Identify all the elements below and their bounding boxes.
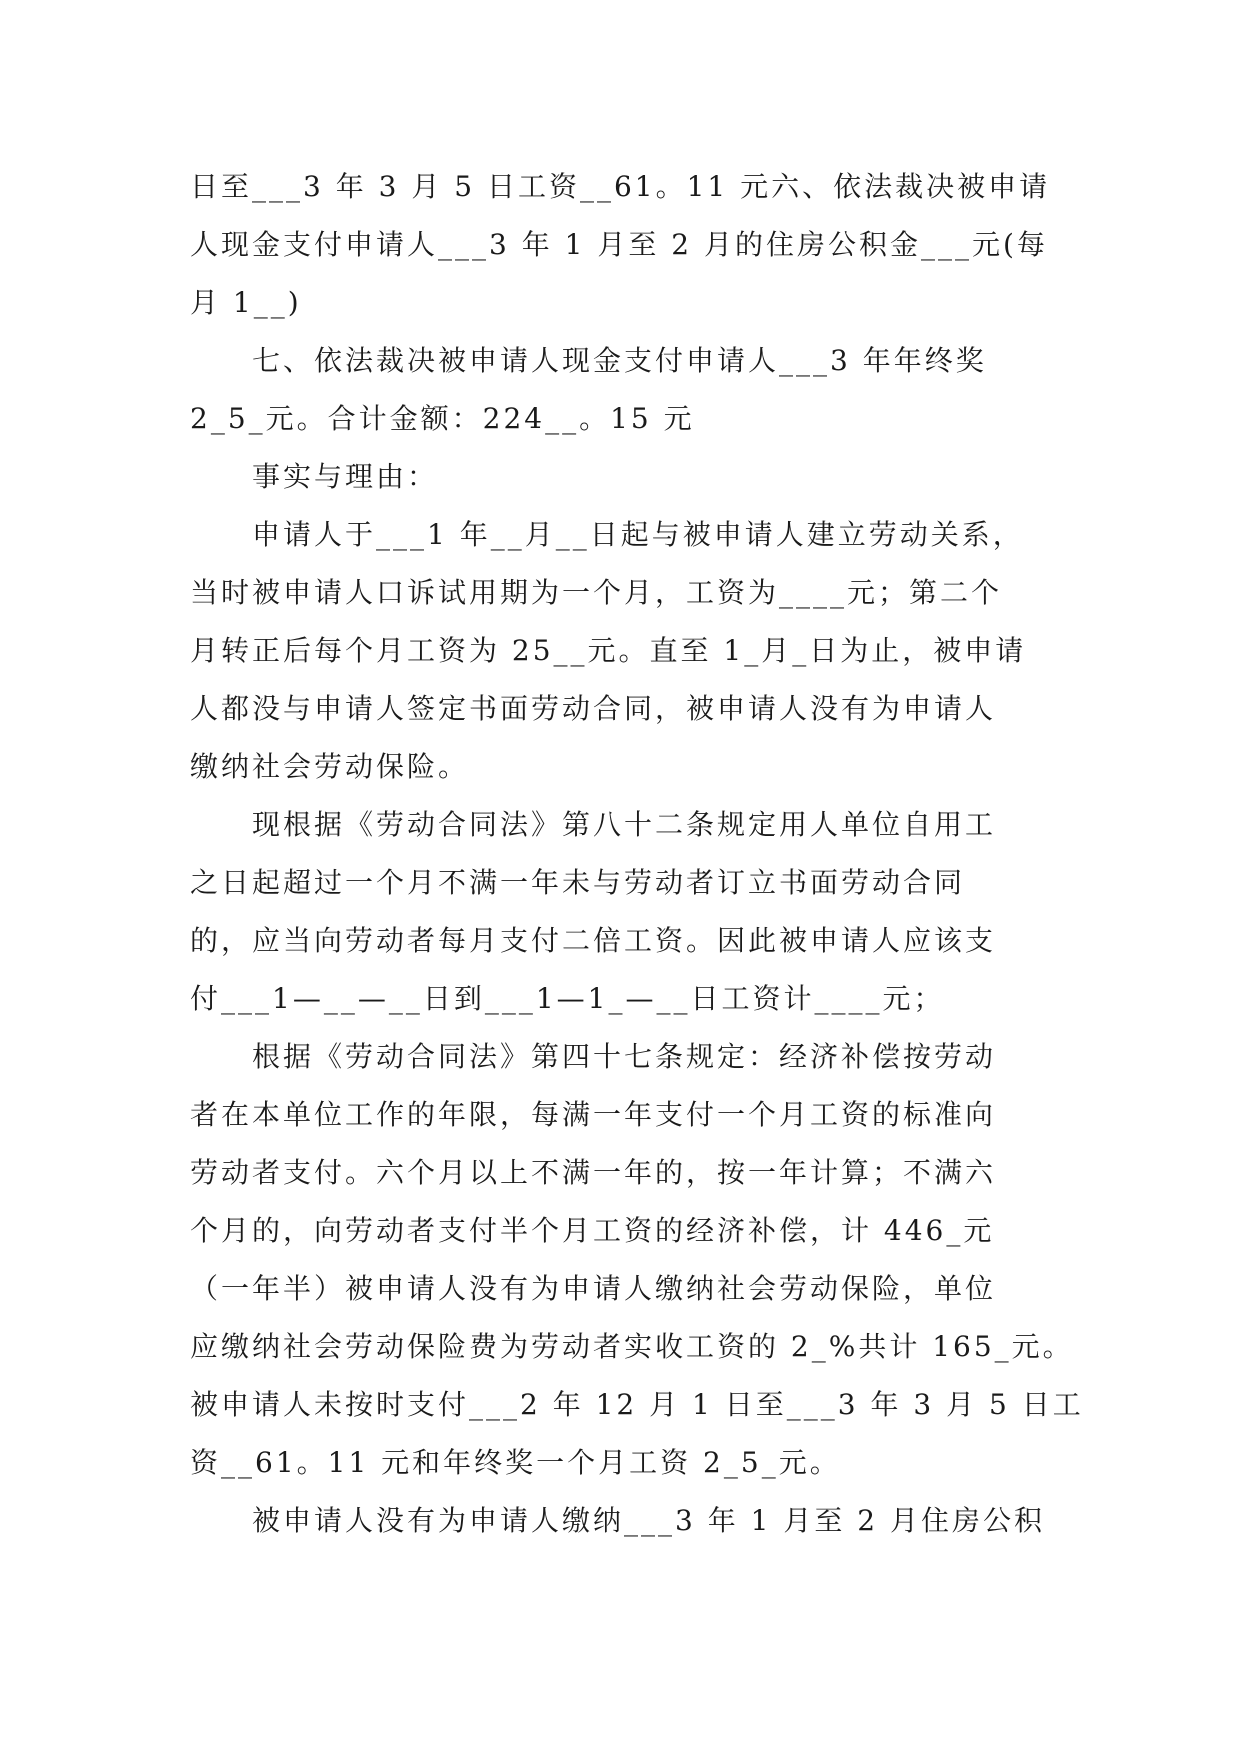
text-line-2: 人现金支付申请人___3 年 1 月至 2 月的住房公积金___元(每 — [190, 228, 1048, 261]
text-line-13: 之日起超过一个月不满一年未与劳动者订立书面劳动合同 — [190, 866, 966, 899]
text-line-22: 被申请人未按时支付___2 年 12 月 1 日至___3 年 3 月 5 日工 — [190, 1388, 1084, 1421]
text-line-3: 月 1__) — [190, 286, 302, 319]
text-line-10: 人都没与申请人签定书面劳动合同，被申请人没有为申请人 — [190, 692, 997, 725]
paragraph-housing-fund: 被申请人没有为申请人缴纳___3 年 1 月至 2 月住房公积 — [252, 1504, 1045, 1537]
paragraph-employment-start: 申请人于___1 年__月__日起与被申请人建立劳动关系， — [252, 518, 1024, 551]
text-line-9: 月转正后每个月工资为 25__元。直至 1_月_日为止，被申请 — [190, 634, 1027, 667]
text-line-8: 当时被申请人口诉试用期为一个月，工资为____元；第二个 — [190, 576, 1003, 609]
text-line-15: 付___1—__—__日到___1—1_—__日工资计____元； — [190, 982, 945, 1015]
text-line-1: 日至___3 年 3 月 5 日工资__61。11 元六、依法裁决被申请 — [190, 170, 1051, 203]
paragraph-article-47: 根据《劳动合同法》第四十七条规定：经济补偿按劳动 — [252, 1040, 997, 1073]
text-line-17: 者在本单位工作的年限，每满一年支付一个月工资的标准向 — [190, 1098, 997, 1131]
text-line-19: 个月的，向劳动者支付半个月工资的经济补偿，计 446_元 — [190, 1214, 995, 1247]
document-body — [190, 158, 1084, 1550]
text-line-11: 缴纳社会劳动保险。 — [190, 750, 470, 783]
paragraph-article-82: 现根据《劳动合同法》第八十二条规定用人单位自用工 — [252, 808, 997, 841]
paragraph-item-seven: 七、依法裁决被申请人现金支付申请人___3 年年终奖 — [252, 344, 987, 377]
text-line-18: 劳动者支付。六个月以上不满一年的，按一年计算；不满六 — [190, 1156, 997, 1189]
text-line-21: 应缴纳社会劳动保险费为劳动者实收工资的 2_%共计 165_元。 — [190, 1330, 1074, 1363]
text-line-20: （一年半）被申请人没有为申请人缴纳社会劳动保险，单位 — [190, 1272, 997, 1305]
text-line-5: 2_5_元。合计金额：224__。15 元 — [190, 402, 695, 435]
text-line-23: 资__61。11 元和年终奖一个月工资 2_5_元。 — [190, 1446, 841, 1479]
section-heading-facts-reasons: 事实与理由： — [252, 460, 439, 493]
text-line-14: 的，应当向劳动者每月支付二倍工资。因此被申请人应该支 — [190, 924, 997, 957]
